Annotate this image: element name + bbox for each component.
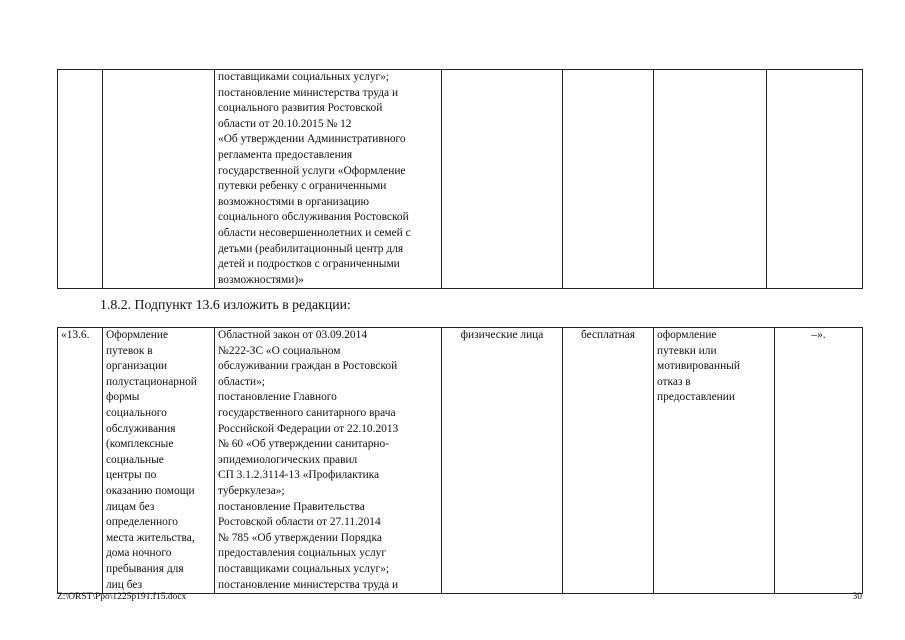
section-heading: 1.8.2. Подпункт 13.6 изложить в редакции:	[100, 297, 351, 312]
cell-result	[654, 70, 767, 289]
cell-cost: бесплатная	[563, 328, 654, 594]
cell-cost	[563, 70, 654, 289]
cell-last	[767, 70, 863, 289]
continuation-table	[57, 69, 863, 289]
cell-recipients: физические лица	[442, 328, 563, 594]
cell-recipients	[442, 70, 563, 289]
footer-page-number: 30	[852, 592, 862, 602]
footer-file-path: Z:\ORST\Ppo\1225p191.f15.docx	[57, 592, 187, 602]
cell-legal-basis: поставщиками социальных услуг»; постановление министерства труда и социального развития Ростовской области от 20.10.2015 № 12 «Об утверждении Административного регламента предоставления государственной услуги «Оформление путевки ребенку с ограниченными возможностями в организацию социального обслуживания Ростовской области несовершеннолетних и семей с детьми (реабилитационный центр для детей и подростков с ограниченными возможностями)»	[215, 70, 442, 289]
cell-legal-basis: Областной закон от 03.09.2014 №222-ЗС «О социальном обслуживании граждан в Ростовской области»; постановление Главного государственного санитарного врача Российской Федерации от 22.10.2013 № 60 «Об утверждении санитарно- эпидемиологических правил СП 3.1.2.3114-13 «Профилактика туберкулеза»; постановление Правительства Ростовской области от 27.11.2014 № 785 «Об утверждении Порядка предоставления социальных услуг поставщиками социальных услуг»; постановление министерства труда и	[215, 328, 442, 594]
cell-result: оформление путевки или мотивированный отказ в предоставлении	[654, 328, 775, 594]
cell-service-name	[103, 70, 215, 289]
cell-number: «13.6.	[58, 328, 103, 594]
cell-service-name: Оформление путевок в организации полустационарной формы социального обслуживания (комплексные социальные центры по оказанию помощи лицам без определенного места жительства, дома ночного пребывания для лиц без	[103, 328, 215, 594]
main-table	[57, 327, 863, 594]
table-row	[58, 70, 863, 289]
cell-number	[58, 70, 103, 289]
table-row	[58, 328, 863, 594]
cell-last: –».	[775, 328, 863, 594]
